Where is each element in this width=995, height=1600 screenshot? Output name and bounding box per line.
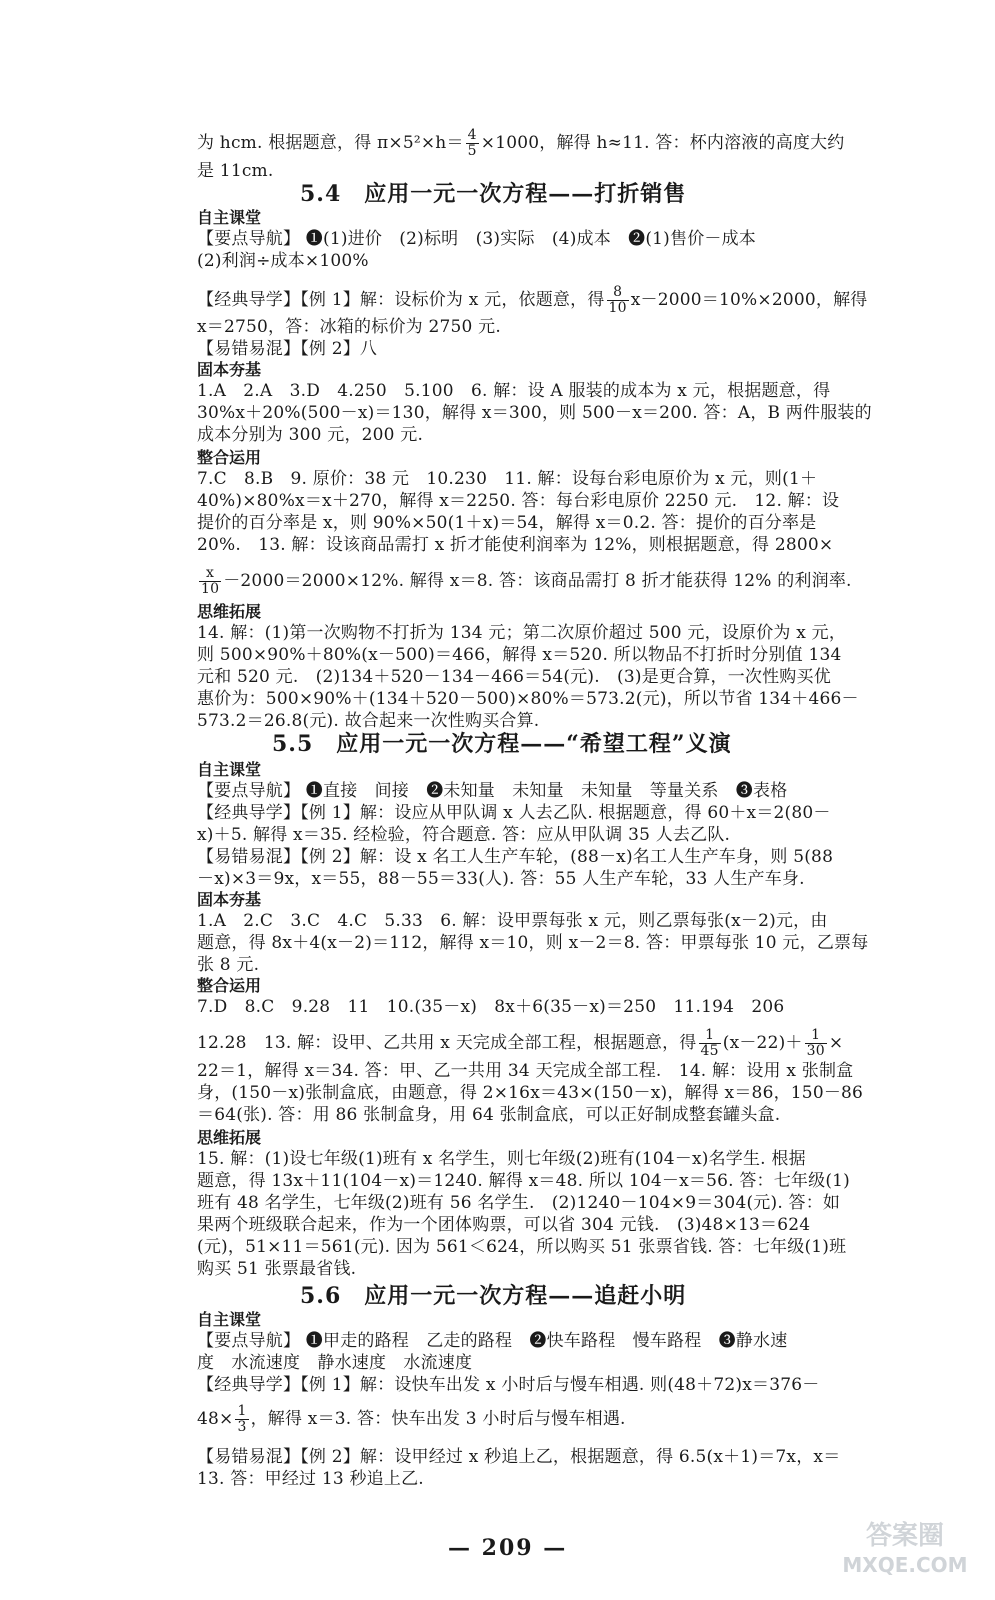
text-line: 40%)×80%x＝x＋270，解得 x＝2250. 答：每台彩电原价 2250 元. 12. 解：设 — [197, 491, 840, 511]
text-line: ＝64(张). 答：用 86 张制盒身，用 64 张制盒底，可以正好制成整套罐头盒. — [197, 1105, 781, 1125]
text-line: 7.D 8.C 9.28 11 10.(35－x) 8x＋6(35－x)＝250 11.194 206 — [197, 997, 785, 1017]
subsection-title: 思维拓展 — [197, 602, 262, 621]
text-line: 【要点导航】 ❶(1)进价 (2)标明 (3)实际 (4)成本 ❷(1)售价－成本 — [197, 229, 757, 249]
text-line: 则 500×90%＋80%(x－500)＝466，解得 x＝520. 所以物品不打折时分别值 134 — [197, 645, 842, 665]
text-line: 元和 520 元. (2)134＋520－134－466＝54(元). (3)是更合算，一次性购买优 — [197, 667, 831, 687]
section-heading-5-5: 5.5 应用一元一次方程——“希望工程”义演 — [272, 731, 732, 757]
subsection-title: 自主课堂 — [197, 1310, 262, 1329]
text-line: 30%x＋20%(500－x)＝130，解得 x＝300，则 500－x＝200. 答：A，B 两件服装的 — [197, 403, 872, 423]
section-heading-5-4: 5.4 应用一元一次方程——打折销售 — [300, 181, 687, 207]
text-line: 身，(150－x)张制盒底，由题意，得 2×16x＝43×(150－x)，解得 x＝86，150－86 — [197, 1083, 864, 1103]
watermark-title: 答案圈 — [865, 1521, 945, 1551]
text-line: 为 hcm. 根据题意，得 π×5²×h＝ $\frac{4}{5}$ ×1000，解得 h≈11. 答：杯内溶液的高度大约 — [197, 127, 845, 159]
text-line: 提价的百分率是 x，则 90%×50(1＋x)＝54，解得 x＝0.2. 答：提价的百分率是 — [197, 513, 817, 533]
text-line: 题意，得 8x＋4(x－2)＝112，解得 x＝10，则 x－2＝8. 答：甲票每张 10 元，乙票每 — [197, 933, 869, 953]
text-line: 是 11cm. — [197, 161, 274, 181]
watermark-url: MXQE.COM — [842, 1553, 968, 1577]
text-line: 【要点导航】 ❶直接 间接 ❷未知量 未知量 未知量 等量关系 ❸表格 — [197, 781, 788, 801]
text-line: (元)，51×11＝561(元). 因为 561＜624，所以购买 51 张票省钱. 答：七年级(1)班 — [197, 1237, 847, 1257]
text-line: x)＋5. 解得 x＝35. 经检验，符合题意. 答：应从甲队调 35 人去乙队. — [197, 825, 731, 845]
text-line: 7.C 8.B 9. 原价：38 元 10.230 11. 解：设每台彩电原价为 x 元，则(1＋ — [197, 469, 818, 489]
text-line: 14. 解：(1)第一次购物不打折为 134 元；第二次原价超过 500 元，设原价为 x 元， — [197, 623, 847, 643]
fraction: $\frac{1}{3}$ — [237, 1403, 247, 1435]
text-line: 张 8 元. — [197, 955, 260, 975]
text-line: 20%. 13. 解：设该商品需打 x 折才能使利润率为 12%，则根据题意，得 2800× — [197, 535, 834, 555]
subsection-title: 整合运用 — [197, 976, 262, 995]
watermark-logo — [835, 1514, 975, 1582]
subsection-title: 整合运用 — [197, 448, 262, 467]
text-line: 购买 51 张票最省钱. — [197, 1259, 357, 1279]
page-number: — 209 — — [448, 1535, 568, 1561]
text-line: 1.A 2.C 3.C 4.C 5.33 6. 解：设甲票每张 x 元，则乙票每张(x－2)元，由 — [197, 911, 828, 931]
text-line: 【经典导学】【例 1】解：设标价为 x 元，依题意，得 $\frac{8}{10}$ x－2000＝10%×2000，解得 — [197, 284, 868, 316]
text-line: 题意，得 13x＋11(104－x)＝1240. 解得 x＝48. 所以 104－x＝56. 答：七年级(1) — [197, 1171, 851, 1191]
fraction: $\frac{1}{45}$ — [700, 1027, 719, 1059]
fraction: $\frac{8}{10}$ — [608, 284, 627, 316]
text-line: 惠价为：500×90%＋(134＋520－500)×80%＝573.2(元)，所以节省 134＋466－ — [197, 689, 859, 709]
subsection-title: 思维拓展 — [197, 1128, 262, 1147]
text-line: 12.28 13. 解：设甲、乙共用 x 天完成全部工程，根据题意，得 $\frac{1}{45}$ (x－22)＋ $\frac{1}{30}$ × — [197, 1027, 844, 1059]
section-heading-5-6: 5.6 应用一元一次方程——追赶小明 — [300, 1283, 687, 1309]
fraction: $\frac{4}{5}$ — [467, 127, 477, 159]
text-line: 【要点导航】 ❶甲走的路程 乙走的路程 ❷快车路程 慢车路程 ❸静水速 — [197, 1331, 788, 1351]
text-line: 1.A 2.A 3.D 4.250 5.100 6. 解：设 A 服装的成本为 x 元，根据题意，得 — [197, 381, 831, 401]
text-line: －x)×3＝9x，x＝55，88－55＝33(人). 答：55 人生产车轮，33 人生产车身. — [197, 869, 805, 889]
subsection-title: 自主课堂 — [197, 208, 262, 227]
subsection-title: 自主课堂 — [197, 760, 262, 779]
text-line: 【经典导学】【例 1】解：设应从甲队调 x 人去乙队. 根据题意，得 60＋x＝2(80－ — [197, 803, 831, 823]
text-line: 48× $\frac{1}{3}$ ，解得 x＝3. 答：快车出发 3 小时后与慢车相遇. — [197, 1403, 626, 1435]
text-line: 【经典导学】【例 1】解：设快车出发 x 小时后与慢车相遇. 则(48＋72)x＝376－ — [197, 1375, 820, 1395]
text-line: 度 水流速度 静水速度 水流速度 — [197, 1353, 473, 1373]
text-line: 【易错易混】【例 2】解：设 x 名工人生产车轮，(88－x)名工人生产车身，则 5(88 — [197, 847, 834, 867]
text-line: 成本分别为 300 元，200 元. — [197, 425, 424, 445]
text-line: 15. 解：(1)设七年级(1)班有 x 名学生，则七年级(2)班有(104－x)名学生. 根据 — [197, 1149, 806, 1169]
text-line: x＝2750，答：冰箱的标价为 2750 元. — [197, 317, 501, 337]
text-line: 【易错易混】【例 2】解：设甲经过 x 秒追上乙，根据题意，得 6.5(x＋1)＝7x，x＝ — [197, 1447, 841, 1467]
text-line: 573.2＝26.8(元). 故合起来一次性购买合算. — [197, 711, 540, 731]
text-line: 22＝1，解得 x＝34. 答：甲、乙一共用 34 天完成全部工程. 14. 解：设用 x 张制盒 — [197, 1061, 854, 1081]
subsection-title: 固本夯基 — [197, 360, 262, 379]
text-line: (2)利润÷成本×100% — [197, 251, 369, 271]
text-line: 【易错易混】【例 2】八 — [197, 339, 378, 359]
fraction: $\frac{1}{30}$ — [806, 1027, 825, 1059]
text-line: 果两个班级联合起来，作为一个团体购票，可以省 304 元钱. (3)48×13＝624 — [197, 1215, 811, 1235]
text-line: 班有 48 名学生，七年级(2)班有 56 名学生. (2)1240－104×9＝304(元). 答：如 — [197, 1193, 841, 1213]
text-line: 13. 答：甲经过 13 秒追上乙. — [197, 1469, 424, 1489]
fraction: $\frac{x}{10}$ — [201, 565, 220, 597]
subsection-title: 固本夯基 — [197, 890, 262, 909]
text-line: $\frac{x}{10}$ －2000＝2000×12%. 解得 x＝8. 答：该商品需打 8 折才能获得 12% 的利润率. — [201, 565, 852, 597]
